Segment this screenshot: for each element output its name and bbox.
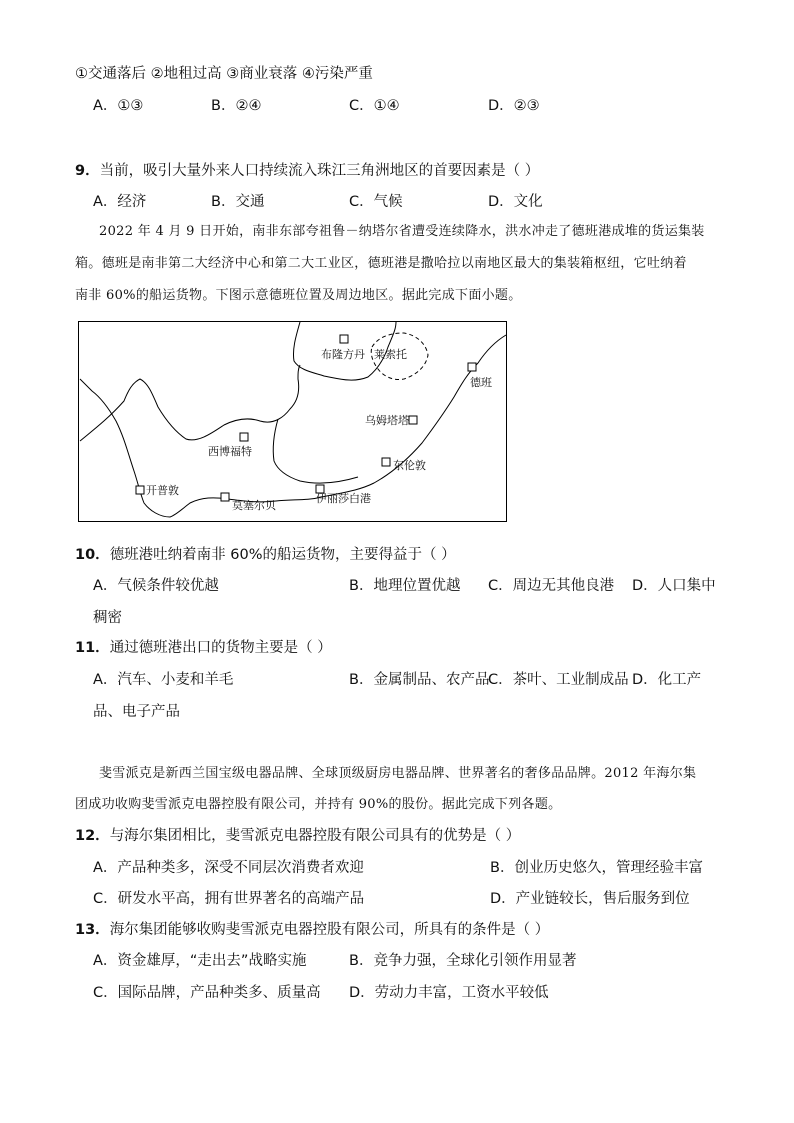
q8-choices-line: ①交通落后 ②地租过高 ③商业衰落 ④污染严重 (75, 66, 373, 82)
q9-option-b[interactable]: B．交通 (211, 194, 265, 210)
q12-option-b[interactable]: B．创业历史悠久，管理经验丰富 (490, 860, 703, 876)
q13-question (75, 920, 549, 940)
mossel-bay-label: 莫塞尔贝 (232, 499, 276, 512)
durban-label: 德班 (470, 376, 492, 389)
passage2-line-2: 团成功收购斐雪派克电器控股有限公司，并持有 90%的股份。据此完成下列各题。 (75, 797, 562, 812)
q10-number: 10． (75, 547, 110, 563)
mthatha-label: 乌姆塔塔 (365, 414, 409, 427)
q9-number: 9． (75, 163, 100, 179)
mthatha-marker (409, 416, 417, 424)
q9-option-d[interactable]: D．文化 (488, 194, 543, 210)
q11-stem: 通过德班港出口的货物主要是（ ） (109, 640, 332, 656)
q10-option-d[interactable]: D．人口集中 (632, 578, 716, 594)
q11-option-a[interactable]: A．汽车、小麦和羊毛 (93, 672, 234, 688)
beaufort-west-marker (240, 433, 248, 441)
durban-marker (468, 363, 476, 371)
passage1-line-2: 箱。德班是南非第二大经济中心和第二大工业区，德班港是撒哈拉以南地区最大的集装箱枢纽，它吐纳着 (75, 256, 687, 271)
q9-option-a[interactable]: A．经济 (93, 194, 147, 210)
passage2-line-1: 斐雪派克是新西兰国宝级电器品牌、全球顶级厨房电器品牌、世界著名的奢侈品品牌。2012 年海尔集 (99, 766, 697, 781)
q10-option-b[interactable]: B．地理位置优越 (349, 578, 461, 594)
q9-question (75, 161, 539, 181)
beaufort-west-label: 西博福特 (208, 445, 252, 458)
q11-option-d-wrap: 品、电子产品 (93, 704, 180, 720)
q12-stem: 与海尔集团相比，斐雪派克电器控股有限公司具有的优势是（ ） (109, 828, 521, 844)
q12-option-c[interactable]: C．研发水平高，拥有世界著名的高端产品 (93, 891, 365, 907)
q13-number: 13． (75, 922, 110, 938)
q10-question (75, 545, 456, 565)
lesotho-label: 莱索托 (374, 348, 407, 361)
q10-stem: 德班港吐纳着南非 60%的船运货物，主要得益于（ ） (109, 547, 456, 563)
q13-option-d[interactable]: D．劳动力丰富，工资水平较低 (349, 985, 549, 1001)
east-london-label: 东伦敦 (393, 459, 426, 472)
passage1-line-3: 南非 60%的船运货物。下图示意德班位置及周边地区。据此完成下面小题。 (75, 288, 522, 303)
q12-question (75, 826, 520, 846)
q12-option-a[interactable]: A．产品种类多，深受不同层次消费者欢迎 (93, 860, 364, 876)
q11-question (75, 638, 332, 658)
q10-option-a[interactable]: A．气候条件较优越 (93, 578, 219, 594)
q12-option-d[interactable]: D．产业链较长，售后服务到位 (490, 891, 690, 907)
q11-option-d[interactable]: D．化工产 (632, 672, 702, 688)
mossel-bay-marker (221, 493, 229, 501)
q13-option-b[interactable]: B．竞争力强，全球化引领作用显著 (349, 953, 577, 969)
q12-number: 12． (75, 828, 110, 844)
q8-option-b[interactable]: B．②④ (211, 98, 262, 114)
passage1-line-1: 2022 年 4 月 9 日开始，南非东部夸祖鲁－纳塔尔省遭受连续降水，洪水冲走了德班港成堆的货运集装 (99, 224, 705, 239)
durban-location-map (78, 321, 508, 523)
q9-stem: 当前，吸引大量外来人口持续流入珠江三角洲地区的首要因素是（ ） (99, 163, 540, 179)
q13-option-a[interactable]: A．资金雄厚，“走出去”战略实施 (93, 953, 307, 969)
q8-option-c[interactable]: C．①④ (349, 98, 400, 114)
q8-option-a[interactable]: A．①③ (93, 98, 144, 114)
cape-town-marker (136, 486, 144, 494)
q8-option-d[interactable]: D．②③ (488, 98, 540, 114)
q13-stem: 海尔集团能够收购斐雪派克电器控股有限公司，所具有的条件是（ ） (109, 922, 550, 938)
q13-option-c[interactable]: C．国际品牌，产品种类多、质量高 (93, 985, 321, 1001)
q10-option-d-wrap: 稠密 (93, 610, 122, 626)
cape-town-label: 开普敦 (146, 484, 179, 497)
port-elizabeth-label: 伊丽莎白港 (316, 492, 371, 505)
q11-option-b[interactable]: B．金属制品、农产品 (349, 672, 490, 688)
q11-number: 11． (75, 640, 110, 656)
q11-option-c[interactable]: C．茶叶、工业制成品 (488, 672, 629, 688)
q9-option-c[interactable]: C．气候 (349, 194, 403, 210)
east-london-marker (382, 458, 390, 466)
bloemfontein-marker (340, 335, 348, 343)
bloemfontein-label: 布隆方丹 (321, 348, 365, 361)
q10-option-c[interactable]: C．周边无其他良港 (488, 578, 615, 594)
